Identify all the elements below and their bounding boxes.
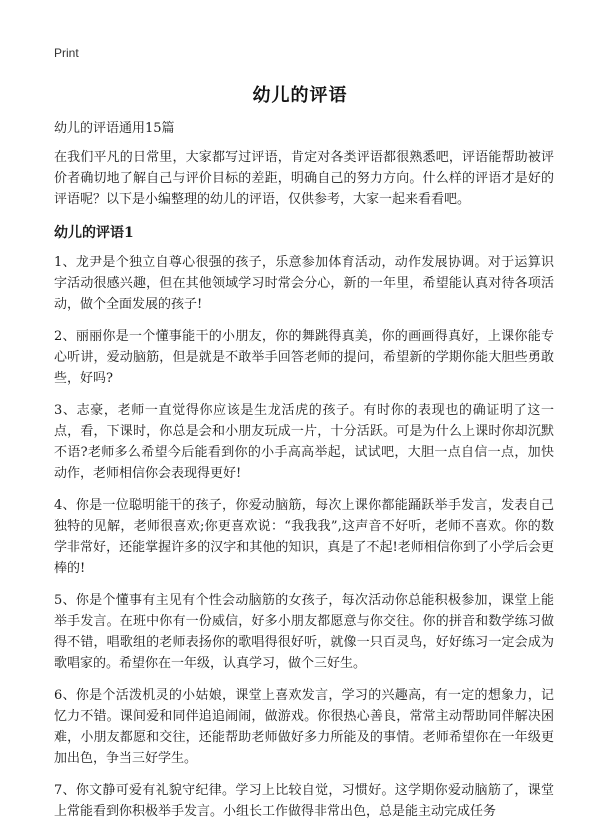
section-heading: 幼儿的评语1	[54, 225, 134, 241]
comment-item-3: 3、志豪，老师一直觉得你应该是生龙活虎的孩子。有时你的表现也的确证明了这一点，看，下课时，你总是会和小朋友玩成一片，十分活跃。可是为什么上课时你却沉默不语?老师多么希望今后能看到你的小手高高举起，试试吧，大胆一点自信一点，加快动作，老师相信你会表现得更好!	[54, 403, 554, 481]
comment-item-1: 1、龙尹是个独立自尊心很强的孩子，乐意参加体育活动，动作发展协调。对于运算识字活动很感兴趣，但在其他领域学习时常会分心，新的一年里，希望能认真对待各项活动，做个全面发展的孩子!	[54, 255, 554, 312]
comment-item-5: 5、你是个懂事有主见有个性会动脑筋的女孩子，每次活动你总能积极参加，课堂上能举手发言。在班中你有一份威信，好多小朋友都愿意与你交往。你的拼音和数学练习做得不错，唱歌组的老师表扬你的歌唱得很好听，就像一只百灵鸟，好好练习一定会成为歌唱家的。希望你在一年级，认真学习，做个三好生。	[54, 593, 554, 671]
comment-item-2: 2、丽丽你是一个懂事能干的小朋友，你的舞跳得真美，你的画画得真好，上课你能专心听讲，爱动脑筋，但是就是不敢举手回答老师的提问，希望新的学期你能大胆些勇敢些，好吗?	[54, 329, 554, 386]
print-link[interactable]: Print	[54, 46, 79, 60]
comment-item-4: 4、你是一位聪明能干的孩子，你爱动脑筋，每次上课你都能踊跃举手发言，发表自己独特的见解，老师很喜欢;你更喜欢说：“我我我”,这声音不好听，老师不喜欢。你的数学非常好，还能掌握许多的汉字和其他的知识，真是了不起!老师相信你到了小学后会更棒的!	[54, 498, 554, 576]
comment-item-6: 6、你是个活泼机灵的小姑娘，课堂上喜欢发言，学习的兴趣高，有一定的想象力，记忆力不错。课间爱和同伴追追闹闹，做游戏。你很热心善良，常常主动帮助同伴解决困难，小朋友都愿和交往，还能帮助老师做好多力所能及的事情。老师希望你在一年级更加出色，争当三好学生。	[54, 688, 554, 766]
intro-paragraph: 在我们平凡的日常里，大家都写过评语，肯定对各类评语都很熟悉吧，评语能帮助被评价者确切地了解自己与评价目标的差距，明确自己的努力方向。什么样的评语才是好的评语呢？以下是小编整理的幼儿的评语，仅供参考，大家一起来看看吧。	[54, 150, 554, 207]
article-body	[54, 118, 554, 828]
comment-item-7: 7、你文静可爱有礼貌守纪律。学习上比较自觉，习惯好。这学期你爱动脑筋了，课堂上常能看到你积极举手发言。小组长工作做得非常出色，总是能主动完成任务	[54, 783, 554, 819]
article-subtitle: 幼儿的评语通用15篇	[54, 121, 175, 136]
page-title: 幼儿的评语	[252, 85, 348, 106]
